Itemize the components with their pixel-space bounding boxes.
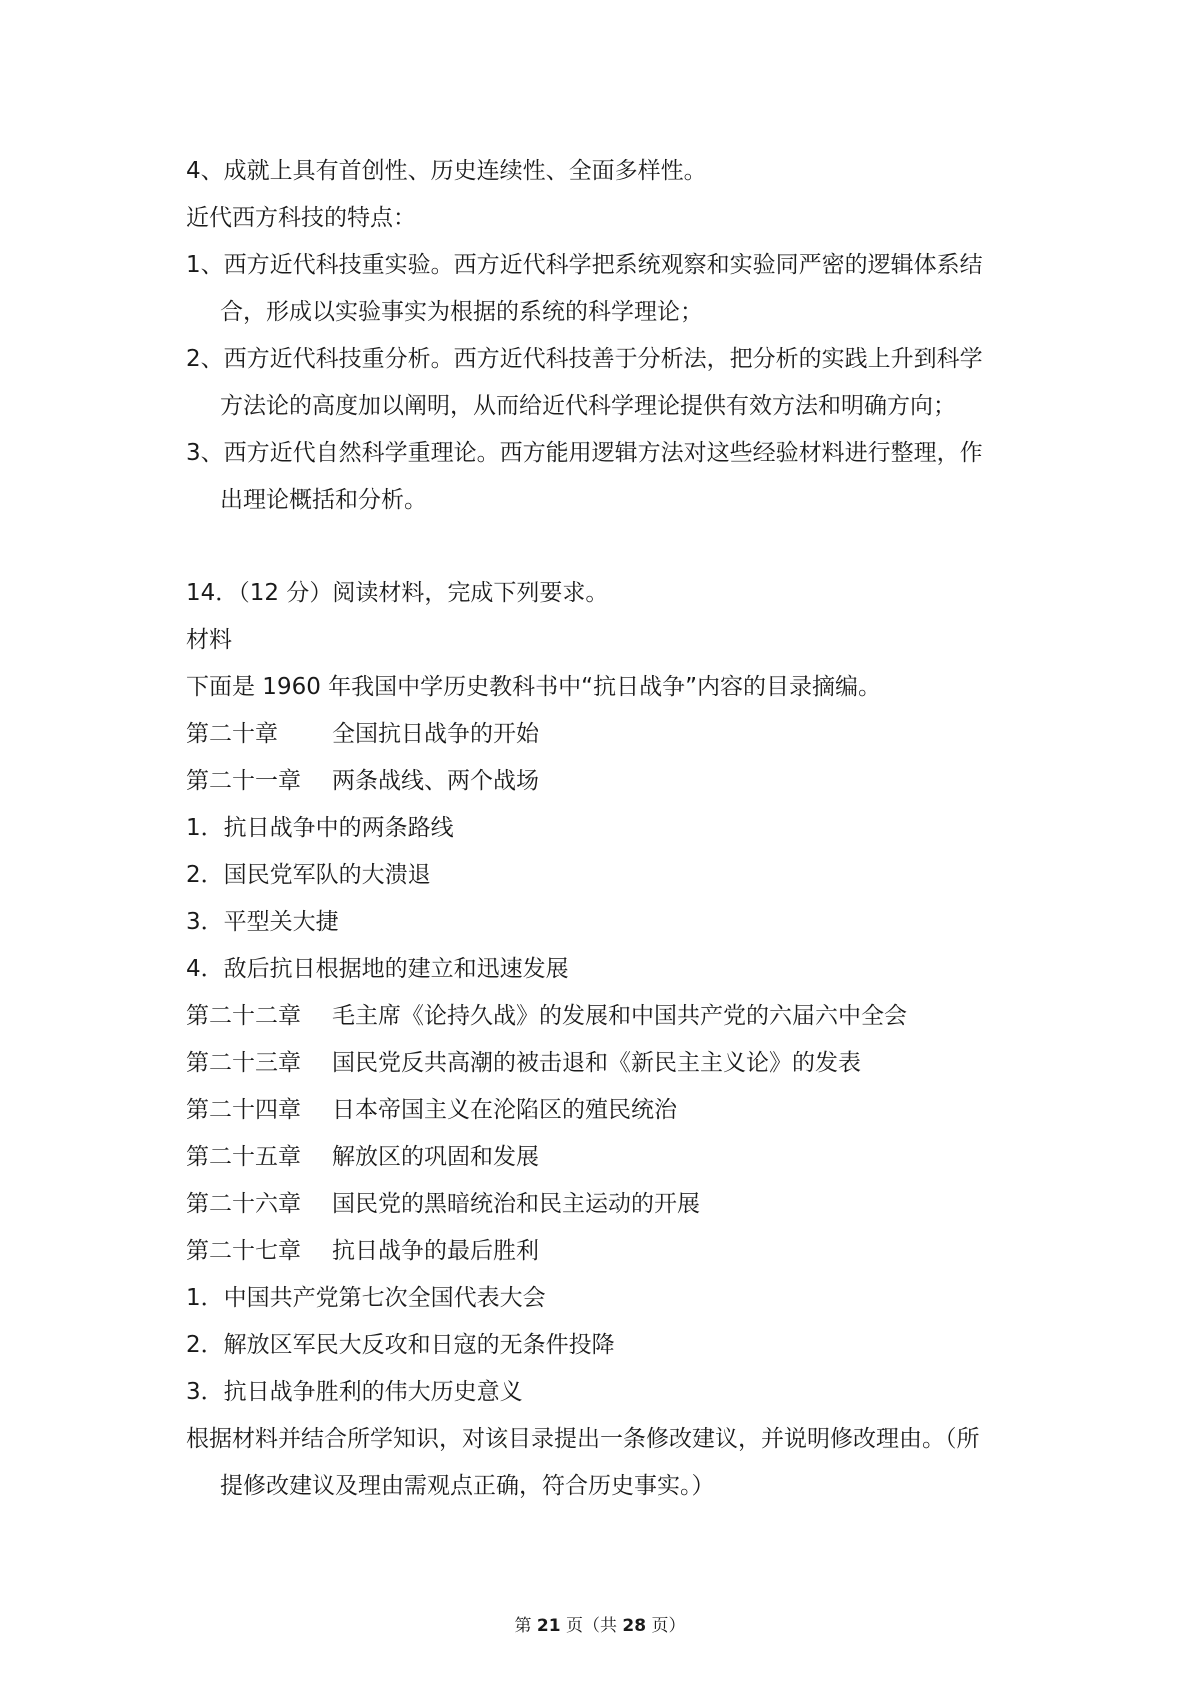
chapter-23 [186,1040,1026,1087]
chapter-24 [186,1087,1026,1134]
chapter-number: 第二十二章 [186,1003,301,1029]
feature-item-1-line-2: 合，形成以实验事实为根据的系统的科学理论； [220,299,703,325]
chapter-title: 解放区的巩固和发展 [332,1144,539,1170]
material-intro: 下面是 1960 年我国中学历史教科书中“抗日战争”内容的目录摘编。 [186,674,881,700]
chapter-20 [186,711,1026,758]
chapter-25 [186,1134,1026,1181]
chapter-21-item-3: 3．平型关大捷 [186,909,339,935]
chapter-21 [186,758,1026,805]
chapter-27-item-1: 1．中国共产党第七次全国代表大会 [186,1285,546,1311]
feature-item-3-line-2: 出理论概括和分析。 [220,487,427,513]
footer-middle: 页（共 [560,1616,623,1636]
feature-item-3-line-1: 3、西方近代自然科学重理论。西方能用逻辑方法对这些经验材料进行整理，作 [186,440,983,466]
question-task-line-1: 根据材料并结合所学知识，对该目录提出一条修改建议，并说明修改理由。（所 [186,1426,980,1452]
feature-item-2-line-1: 2、西方近代科技重分析。西方近代科技善于分析法，把分析的实践上升到科学 [186,346,983,372]
chapter-number: 第二十七章 [186,1238,301,1264]
chapter-27-item-2: 2．解放区军民大反攻和日寇的无条件投降 [186,1332,615,1358]
chapter-number: 第二十五章 [186,1144,301,1170]
chapter-number: 第二十章 [186,721,278,747]
chapter-title: 毛主席《论持久战》的发展和中国共产党的六届六中全会 [332,1003,907,1029]
page-footer [0,1614,1200,1638]
section-heading: 近代西方科技的特点： [186,205,416,231]
chapter-title: 抗日战争的最后胜利 [332,1238,539,1264]
chapter-number: 第二十一章 [186,768,301,794]
total-page-count: 28 [622,1616,647,1636]
footer-prefix: 第 [514,1616,537,1636]
feature-item-3 [186,430,1026,524]
chapter-number: 第二十三章 [186,1050,301,1076]
chapter-title: 国民党反共高潮的被击退和《新民主主义论》的发表 [332,1050,861,1076]
paragraph-gap [186,524,1026,570]
chapter-27-item-3: 3．抗日战争胜利的伟大历史意义 [186,1379,523,1405]
page-content [186,148,1026,1510]
chapter-title: 两条战线、两个战场 [332,768,539,794]
chapter-21-item-4: 4．敌后抗日根据地的建立和迅速发展 [186,956,569,982]
material-label: 材料 [186,627,232,653]
current-page-number: 21 [536,1616,561,1636]
chapter-number: 第二十六章 [186,1191,301,1217]
chapter-title: 全国抗日战争的开始 [332,721,539,747]
question-task-line-2: 提修改建议及理由需观点正确，符合历史事实。） [220,1473,715,1499]
feature-item-1-line-1: 1、西方近代科技重实验。西方近代科学把系统观察和实验同严密的逻辑体系结 [186,252,983,278]
chapter-number: 第二十四章 [186,1097,301,1123]
footer-suffix: 页） [646,1616,686,1636]
chapter-title: 日本帝国主义在沦陷区的殖民统治 [332,1097,677,1123]
question-14-title: 14．（12 分）阅读材料，完成下列要求。 [186,580,609,606]
feature-item-2 [186,336,1026,430]
feature-item-2-line-2: 方法论的高度加以阐明，从而给近代科学理论提供有效方法和明确方向； [220,393,956,419]
chapter-22 [186,993,1026,1040]
chapter-title: 国民党的黑暗统治和民主运动的开展 [332,1191,700,1217]
feature-item-1 [186,242,1026,336]
achievement-item-4: 4、成就上具有首创性、历史连续性、全面多样性。 [186,158,707,184]
chapter-27 [186,1228,1026,1275]
chapter-21-item-2: 2．国民党军队的大溃退 [186,862,431,888]
chapter-21-item-1: 1．抗日战争中的两条路线 [186,815,454,841]
chapter-26 [186,1181,1026,1228]
